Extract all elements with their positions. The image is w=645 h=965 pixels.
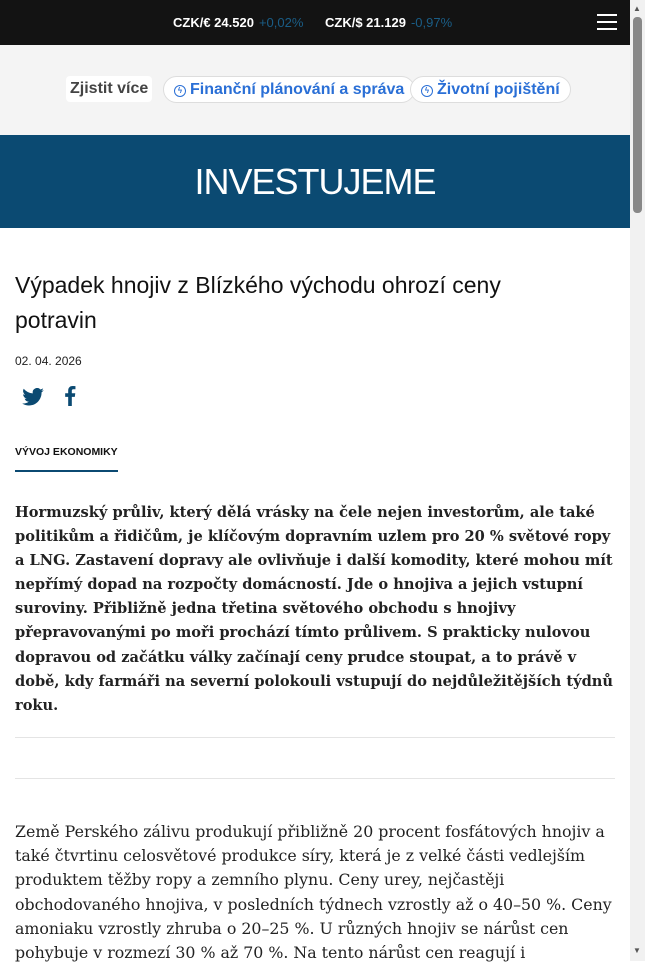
scrollbar[interactable]	[630, 0, 645, 961]
bolt-icon: ϟ	[174, 85, 186, 97]
rate-eur-change: +0,02%	[258, 15, 304, 30]
rate-usd-change: -0,97%	[410, 15, 453, 30]
divider	[15, 737, 615, 738]
divider	[15, 778, 615, 779]
scrollbar-thumb[interactable]	[633, 17, 642, 213]
menu-icon[interactable]	[597, 14, 617, 31]
site-logo[interactable]: INVESTUJEME	[0, 135, 630, 228]
rate-eur-value: CZK/€ 24.520	[173, 15, 254, 30]
chip-label: Životní pojištění	[437, 81, 560, 98]
scroll-up-icon[interactable]: ▲	[633, 4, 641, 13]
rate-eur	[173, 15, 303, 30]
facebook-share-icon[interactable]	[64, 386, 76, 412]
rate-usd	[325, 15, 452, 30]
article-lead: Hormuzský průliv, který dělá vrásky na čele nejen investorům, ale také politikům a řidičům, je klíčovým dopravním uzlem pro 20 % světové ropy a LNG. Zastavení dopravy ale ovlivňuje i další komodity, které mohou mít nepřímý dopad na rozpočty domácností. Jde o hnojiva a jejich vstupní suroviny. Přibližně jedna třetina světového obchodu s hnojivy přepravovanými po moři prochází tímto průlivem. S prakticky nulovou dopravou od začátku války začínají ceny prudce stoupat, a to právě v době, kdy farmáři na severní polokouli vstupují do nejdůležitějších týdnů roku.	[15, 504, 614, 714]
promo-bar	[0, 45, 630, 135]
article-body: Země Perského zálivu produkují přibližně 20 procent fosfátových hnojiv a také čtvrtinu celosvětové produkce síry, která je z velké části vedlejším produktem těžby ropy a zemního plynu. Ceny urey, nejčastěji obchodovaného hnojiva, v posledních týdnech vzrostly až o 40–50 %. Ceny amoniaku vzrostly zhruba o 20–25 %. U různých hnojiv se nárůst cen pohybuje v rozmezí 30 % až 70 %. Na tento nárůst cen reagují i	[15, 822, 612, 963]
twitter-share-icon[interactable]	[22, 386, 44, 412]
chip-life-insurance[interactable]	[410, 76, 571, 103]
article-title: Výpadek hnojiv z Blízkého východu ohrozí ceny potravin	[15, 272, 501, 333]
rate-usd-value: CZK/$ 21.129	[325, 15, 406, 30]
top-bar	[0, 0, 630, 45]
chip-financial-planning[interactable]	[163, 76, 415, 103]
category-tag[interactable]: VÝVOJ EKONOMIKY	[15, 446, 118, 472]
learn-more-label: Zjistit více	[66, 76, 152, 102]
chip-label: Finanční plánování a správa	[190, 81, 405, 98]
scroll-down-icon[interactable]: ▼	[633, 946, 641, 955]
article-date: 02. 04. 2026	[15, 354, 82, 368]
bolt-icon: ϟ	[421, 85, 433, 97]
